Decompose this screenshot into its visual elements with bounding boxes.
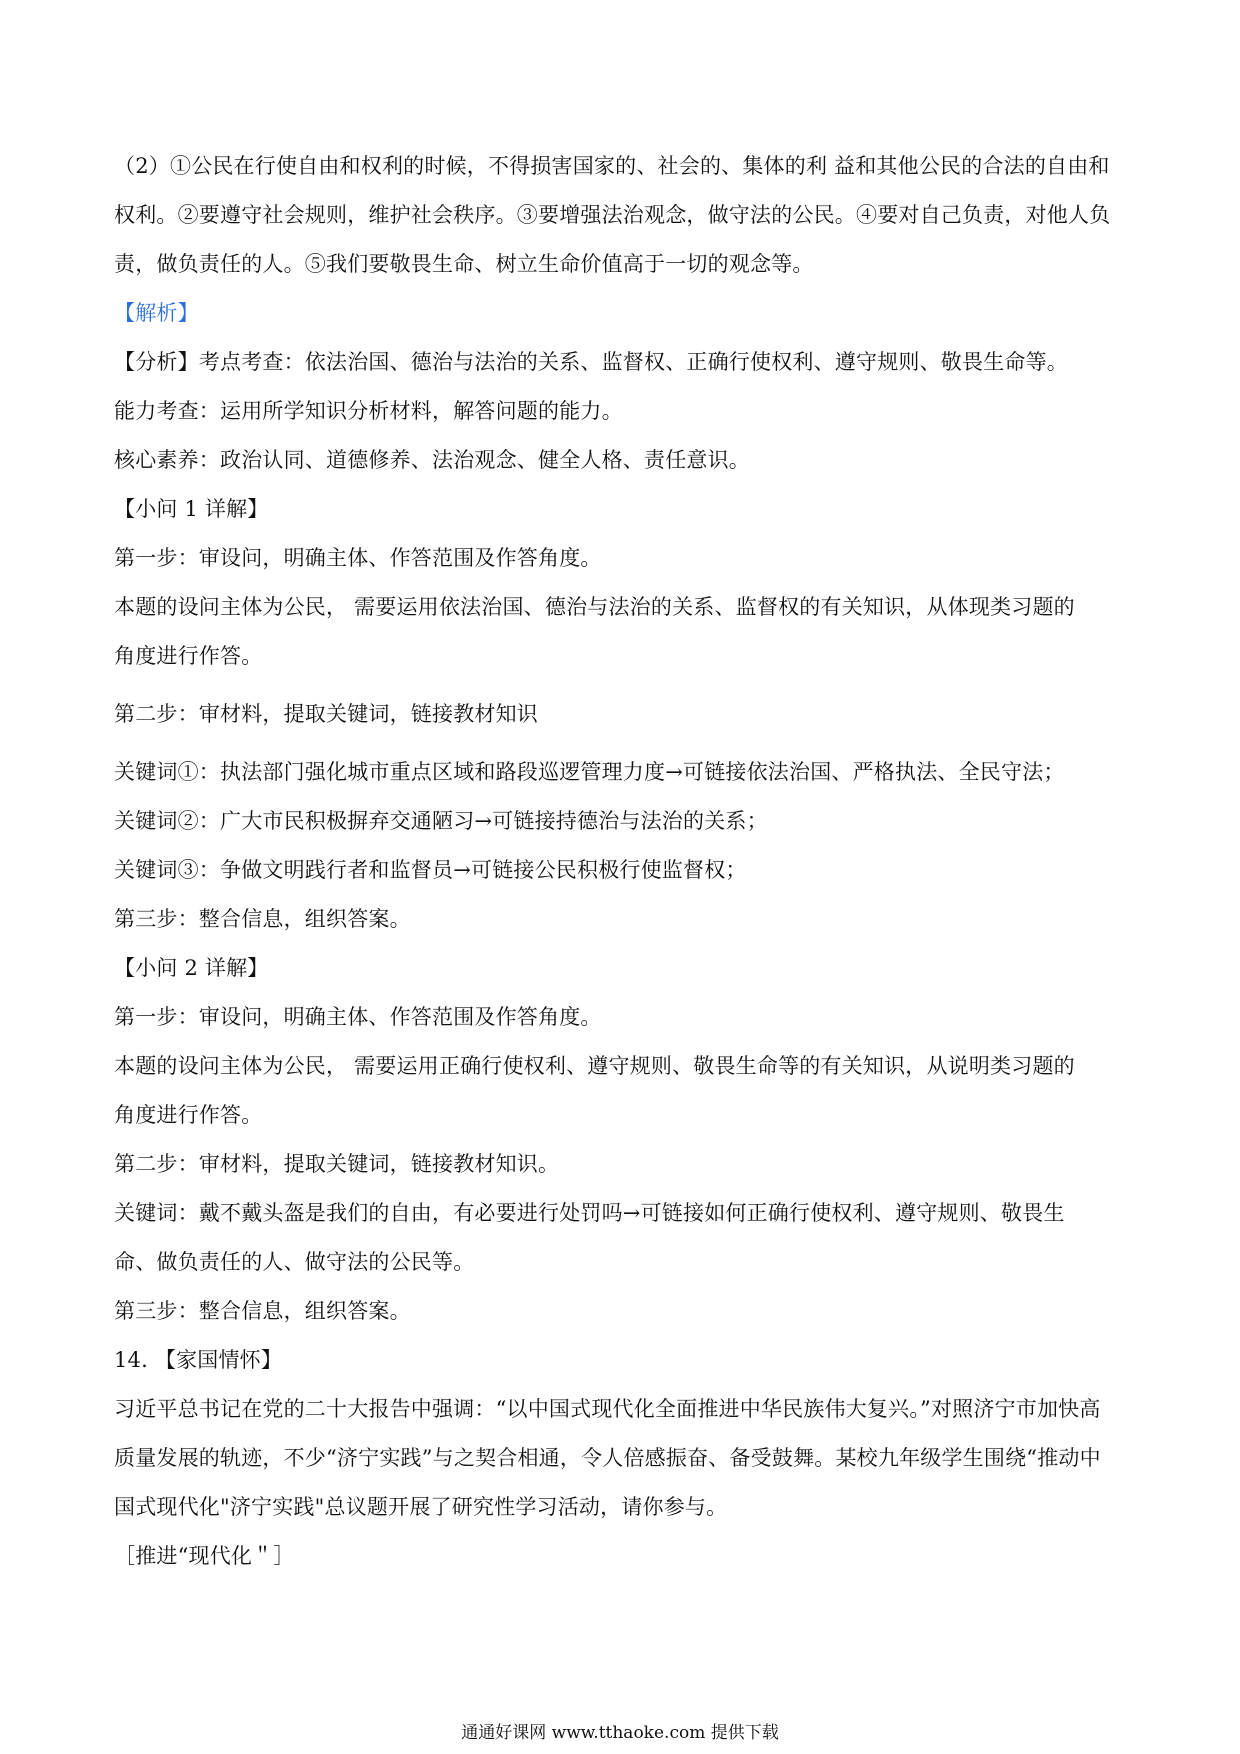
subquestion-2-step2: 第二步：审材料，提取关键词，链接教材知识。 <box>114 1152 560 1176</box>
subquestion-1-keyword-3: 关键词③：争做文明践行者和监督员→可链接公民积极行使监督权； <box>114 858 747 882</box>
analysis-heading: 【解析】 <box>114 301 199 325</box>
subquestion-1-keyword-2: 关键词②：广大市民积极摒弃交通陋习→可链接持德治与法治的关系； <box>114 809 768 833</box>
answer-part-2 <box>114 142 1134 289</box>
subquestion-2-keyword-line-1: 关键词：戴不戴头盔是我们的自由，有必要进行处罚吗→可链接如何正确行使权利、遵守规则、敬畏生 <box>114 1201 1065 1225</box>
question-14-heading: 14. 【家国情怀】 <box>114 1348 283 1372</box>
subquestion-1-keyword-1: 关键词①：执法部门强化城市重点区域和路段巡逻管理力度→可链接依法治国、严格执法、全民守法； <box>114 760 1065 784</box>
question-14-material-line-2: 质量发展的轨迹，不少“济宁实践”与之契合相通，令人倍感振奋、备受鼓舞。某校九年级学生围绕“推动中 <box>114 1446 1101 1470</box>
subquestion-1-desc-line-1: 本题的设问主体为公民， 需要运用依法治国、德治与法治的关系、监督权的有关知识，从体现类习题的 <box>114 595 1075 619</box>
answer-line-2: 权利。②要遵守社会规则，维护社会秩序。③要增强法治观念，做守法的公民。④要对自己负责，对他人负 <box>114 203 1111 227</box>
subquestion-1-step2: 第二步：审材料，提取关键词，链接教材知识 <box>114 702 538 726</box>
analysis-ability: 能力考查：运用所学知识分析材料，解答问题的能力。 <box>114 399 623 423</box>
subquestion-1-step1: 第一步：审设问，明确主体、作答范围及作答角度。 <box>114 546 602 570</box>
subquestion-2-desc-line-2: 角度进行作答。 <box>114 1103 263 1127</box>
subquestion-1-heading: 【小问 1 详解】 <box>114 497 269 521</box>
subquestion-2-step1: 第一步：审设问，明确主体、作答范围及作答角度。 <box>114 1005 602 1029</box>
question-14-material-line-3: 国式现代化"济宁实践"总议题开展了研究性学习活动，请你参与。 <box>114 1495 728 1519</box>
analysis-fenxi: 【分析】考点考查：依法治国、德治与法治的关系、监督权、正确行使权利、遵守规则、敬畏生命等。 <box>114 350 1068 374</box>
subquestion-2-desc-line-1: 本题的设问主体为公民， 需要运用正确行使权利、遵守规则、敬畏生命等的有关知识，从说明类习题的 <box>114 1054 1075 1078</box>
subquestion-2-heading: 【小问 2 详解】 <box>114 956 269 980</box>
subquestion-1-section <box>114 485 1134 944</box>
document-content <box>114 142 1134 1581</box>
subquestion-1-desc-line-2: 角度进行作答。 <box>114 644 263 668</box>
analysis-section <box>114 289 1134 485</box>
answer-line-1: （2）①公民在行使自由和权利的时候，不得损害国家的、社会的、集体的利 益和其他公民的合法的自由和 <box>114 154 1110 178</box>
analysis-literacy: 核心素养：政治认同、道德修养、法治观念、健全人格、责任意识。 <box>114 448 750 472</box>
answer-line-3: 责，做负责任的人。⑤我们要敬畏生命、树立生命价值高于一切的观念等。 <box>114 252 814 276</box>
subquestion-1-step3: 第三步：整合信息，组织答案。 <box>114 907 411 931</box>
subquestion-2-step3: 第三步：整合信息，组织答案。 <box>114 1299 411 1323</box>
subquestion-2-section <box>114 944 1134 1336</box>
question-14-material-line-1: 习近平总书记在党的二十大报告中强调：“以中国式现代化全面推进中华民族伟大复兴。”对照济宁市加快高 <box>114 1397 1101 1421</box>
question-14-section <box>114 1336 1134 1581</box>
question-14-section-title: ［推进“现代化＂］ <box>114 1544 295 1568</box>
page-footer: 通通好课网 www.tthaoke.com 提供下载 <box>461 1723 779 1743</box>
subquestion-2-keyword-line-2: 命、做负责任的人、做守法的公民等。 <box>114 1250 475 1274</box>
